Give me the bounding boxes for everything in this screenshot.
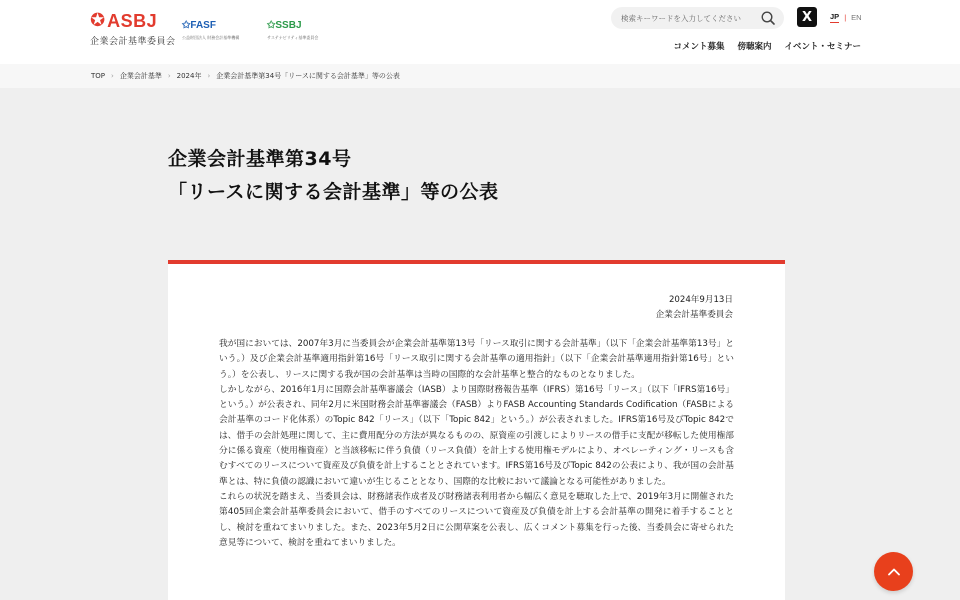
breadcrumb-chevron-icon: › xyxy=(207,72,211,80)
article-paragraph: 我が国においては、2007年3月に当委員会が企業会計基準第13号「リース取引に関する会計基準」（以下「企業会計基準第13号」という。）及び企業会計基準適用指針第16号「リース取引に関する会計基準の適用指針」（以下「企業会計基準適用指針第16号」という。）を公表し、リースに関する我が国の会計基準は当時の国際的な会計基準と整合的なものとなりました。 xyxy=(219,339,734,380)
fasf-logo-subtitle: 公益財団法人 財務会計基準機構 xyxy=(182,35,240,40)
breadcrumb-chevron-icon: › xyxy=(167,72,171,80)
fasf-star-icon: ✩ xyxy=(182,20,191,31)
nav-item-events[interactable]: イベント・セミナー xyxy=(784,42,861,52)
breadcrumb-standards[interactable]: 企業会計基準 xyxy=(119,72,162,80)
breadcrumb-current: 企業会計基準第34号「リースに関する会計基準」等の公表 xyxy=(216,72,400,80)
search-input[interactable] xyxy=(621,10,756,26)
site-header xyxy=(0,0,960,64)
asbj-logo-name: ASBJ xyxy=(107,11,158,31)
breadcrumb-year[interactable]: 2024年 xyxy=(176,72,202,80)
fasf-logo-name: FASF xyxy=(190,20,216,31)
page-title-line1: 企業会計基準第34号 xyxy=(168,148,352,170)
ssbj-logo-subtitle: サステナビリティ基準委員会 xyxy=(267,35,319,40)
nav-item-comments[interactable]: コメント募集 xyxy=(673,42,725,52)
article-panel xyxy=(168,260,785,600)
ssbj-star-icon: ✩ xyxy=(267,20,276,31)
fasf-logo[interactable] xyxy=(182,20,239,41)
article-paragraph: しかしながら、2016年1月に国際会計基準審議会（IASB）より国際財務報告基準（IFRS）第16号「リース」（以下「IFRS第16号」という。）が公表され、同年2月に米国財務会計基準審議会（FASB）よりFASB Accounting Standards Codification（FASBによる会計基準のコード化体系）のTopic 842「リース」（以下「Topic 842」という。）が公表されました。IFRS第16号及びTopic 842では、借手の会計処理に関して、主に費用配分の方法が異なるものの、原資産の引渡しによりリースの借手に支配が移転した使用権部分に係る資産（使用権資産）と当該移転に伴う負債（リース負債）を計上する使用権モデルにより、オペレーティング・リースも含むすべてのリースについて資産及び負債を計上することとされています。IFRS第16号及びTopic 842の公表により、我が国の会計基準とは、特に負債の認識において違いが生じることとなり、国際的な比較において議論となる可能性がありました。 xyxy=(219,384,734,487)
search-box xyxy=(611,7,784,29)
article-author: 企業会計基準委員会 xyxy=(655,309,733,320)
article-paragraph: これらの状況を踏まえ、当委員会は、財務諸表作成者及び財務諸表利用者から幅広く意見を聴取した上で、2019年3月に開催された第405回企業会計基準委員会において、借手のすべてのリースについて資産及び負債を計上する会計基準の開発に着手することとし、検討を重ねてまいりました。また、2023年5月2日に公開草案を公表し、広くコメント募集を行った後、当委員会に寄せられた意見等について、検討を重ねてまいりました。 xyxy=(219,491,734,548)
ssbj-logo[interactable] xyxy=(267,20,318,41)
x-social-icon[interactable]: X xyxy=(797,7,817,27)
breadcrumb xyxy=(0,64,960,88)
asbj-logo-subtitle: 企業会計基準委員会 xyxy=(90,37,176,47)
breadcrumb-top[interactable]: TOP xyxy=(91,72,106,80)
global-nav xyxy=(673,40,861,52)
asbj-logo[interactable] xyxy=(90,12,176,47)
search-icon[interactable] xyxy=(760,10,776,26)
asbj-star-icon: ✪ xyxy=(90,10,106,31)
chevron-up-icon xyxy=(887,565,901,579)
breadcrumb-chevron-icon: › xyxy=(111,72,114,80)
lang-jp-link[interactable]: JP xyxy=(830,12,840,21)
lang-en-link[interactable]: EN xyxy=(851,13,862,22)
article-meta xyxy=(656,293,733,322)
page-title xyxy=(168,143,499,209)
scroll-to-top-button[interactable] xyxy=(874,552,913,591)
article-body xyxy=(219,337,734,551)
page-title-line2: 「リースに関する会計基準」等の公表 xyxy=(168,181,499,203)
ssbj-logo-name: SSBJ xyxy=(275,20,302,31)
article-date: 2024年9月13日 xyxy=(668,295,733,305)
lang-separator: | xyxy=(844,13,847,22)
nav-item-observation[interactable]: 傍聴案内 xyxy=(737,42,772,52)
language-switcher xyxy=(830,12,862,23)
